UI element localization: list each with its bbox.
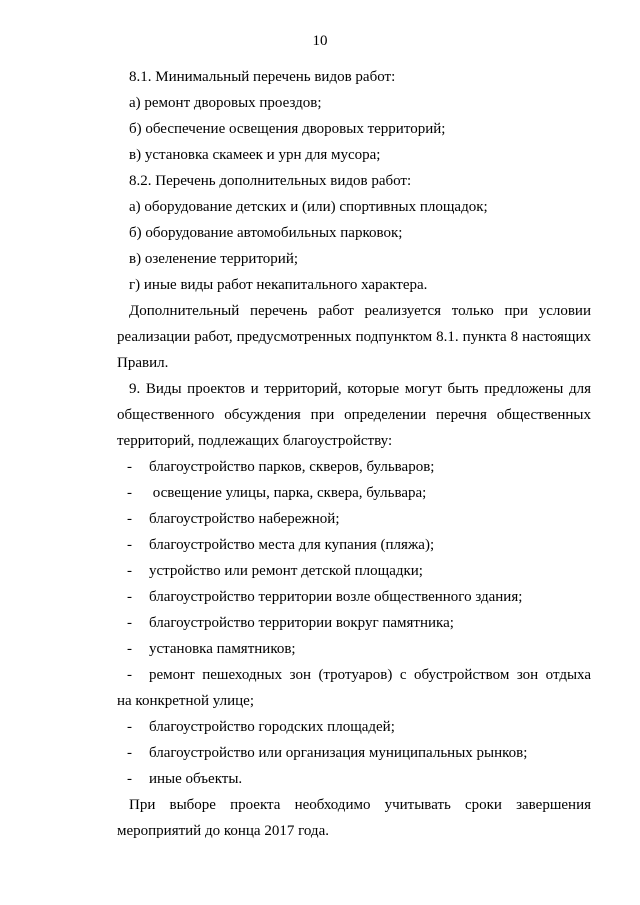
list-item-text: благоустройство городских площадей; (149, 719, 395, 735)
paragraph-8-1-a: а) ремонт дворовых проездов; (129, 95, 322, 111)
paragraph-8-1-b: б) обеспечение освещения дворовых территорий; (129, 121, 446, 137)
list-dash: - (127, 589, 132, 605)
list-dash: - (127, 615, 132, 631)
paragraph-8-1-heading: 8.1. Минимальный перечень видов работ: (129, 69, 396, 85)
list-item (117, 714, 591, 740)
paragraph-8-2-c: в) озеленение территорий; (129, 251, 299, 267)
paragraph-8-1-c: в) установка скамеек и урн для мусора; (129, 147, 381, 163)
list-dash: - (127, 641, 132, 657)
paragraph-8-2-heading: 8.2. Перечень дополнительных видов работ: (129, 173, 412, 189)
list-dash: - (127, 537, 132, 553)
list-item (117, 636, 591, 662)
document-body (117, 64, 591, 844)
list-item-text: благоустройство набережной; (149, 511, 340, 527)
list-item (117, 506, 591, 532)
paragraph-8-2-a: а) оборудование детских и (или) спортивных площадок; (129, 199, 488, 215)
list-item (117, 532, 591, 558)
list-dash: - (127, 563, 132, 579)
list-item-wrapped (117, 662, 591, 714)
list-item-continuation: на конкретной улице; (117, 693, 254, 709)
list-item-text: иные объекты. (149, 771, 243, 787)
list-item (117, 584, 591, 610)
list-dash: - (127, 771, 132, 787)
list-item (117, 610, 591, 636)
paragraph-additional: Дополнительный перечень работ реализуется только при условии реализации работ, предусмотренных подпунктом 8.1. пункта 8 настоящих Правил. (117, 303, 591, 371)
list-item (117, 766, 591, 792)
list-item-text: ремонт пешеходных зон (тротуаров) с обустройством зон отдыха (149, 667, 591, 683)
paragraph-final: При выборе проекта необходимо учитывать сроки завершения мероприятий до конца 2017 года. (117, 797, 591, 839)
list-item (117, 558, 591, 584)
list-dash: - (127, 719, 132, 735)
paragraph-8-2-b: б) оборудование автомобильных парковок; (129, 225, 403, 241)
list-item (117, 740, 591, 766)
list-dash: - (127, 459, 132, 475)
list-dash: - (127, 511, 132, 527)
page-number: 10 (312, 33, 328, 49)
list-item (117, 454, 591, 480)
list-item-text: благоустройство или организация муниципальных рынков; (149, 745, 528, 761)
list-item-text: освещение улицы, парка, сквера, бульвара; (149, 485, 427, 501)
list-item-text: благоустройство места для купания (пляжа); (149, 537, 435, 553)
list-dash: - (127, 485, 132, 501)
paragraph-9: 9. Виды проектов и территорий, которые могут быть предложены для общественного обсуждения при определении перечня общественных территорий, подлежащих благоустройству: (117, 381, 591, 449)
list-item-text: устройство или ремонт детской площадки; (149, 563, 423, 579)
list-item-text: установка памятников; (149, 641, 296, 657)
list-item-text: благоустройство парков, скверов, бульваров; (149, 459, 435, 475)
paragraph-8-2-d: г) иные виды работ некапитального характера. (129, 277, 428, 293)
list-dash: - (127, 667, 132, 683)
list-item-text: благоустройство территории возле общественного здания; (149, 589, 523, 605)
list-item (117, 480, 591, 506)
list-item-text: благоустройство территории вокруг памятника; (149, 615, 454, 631)
list-dash: - (127, 745, 132, 761)
